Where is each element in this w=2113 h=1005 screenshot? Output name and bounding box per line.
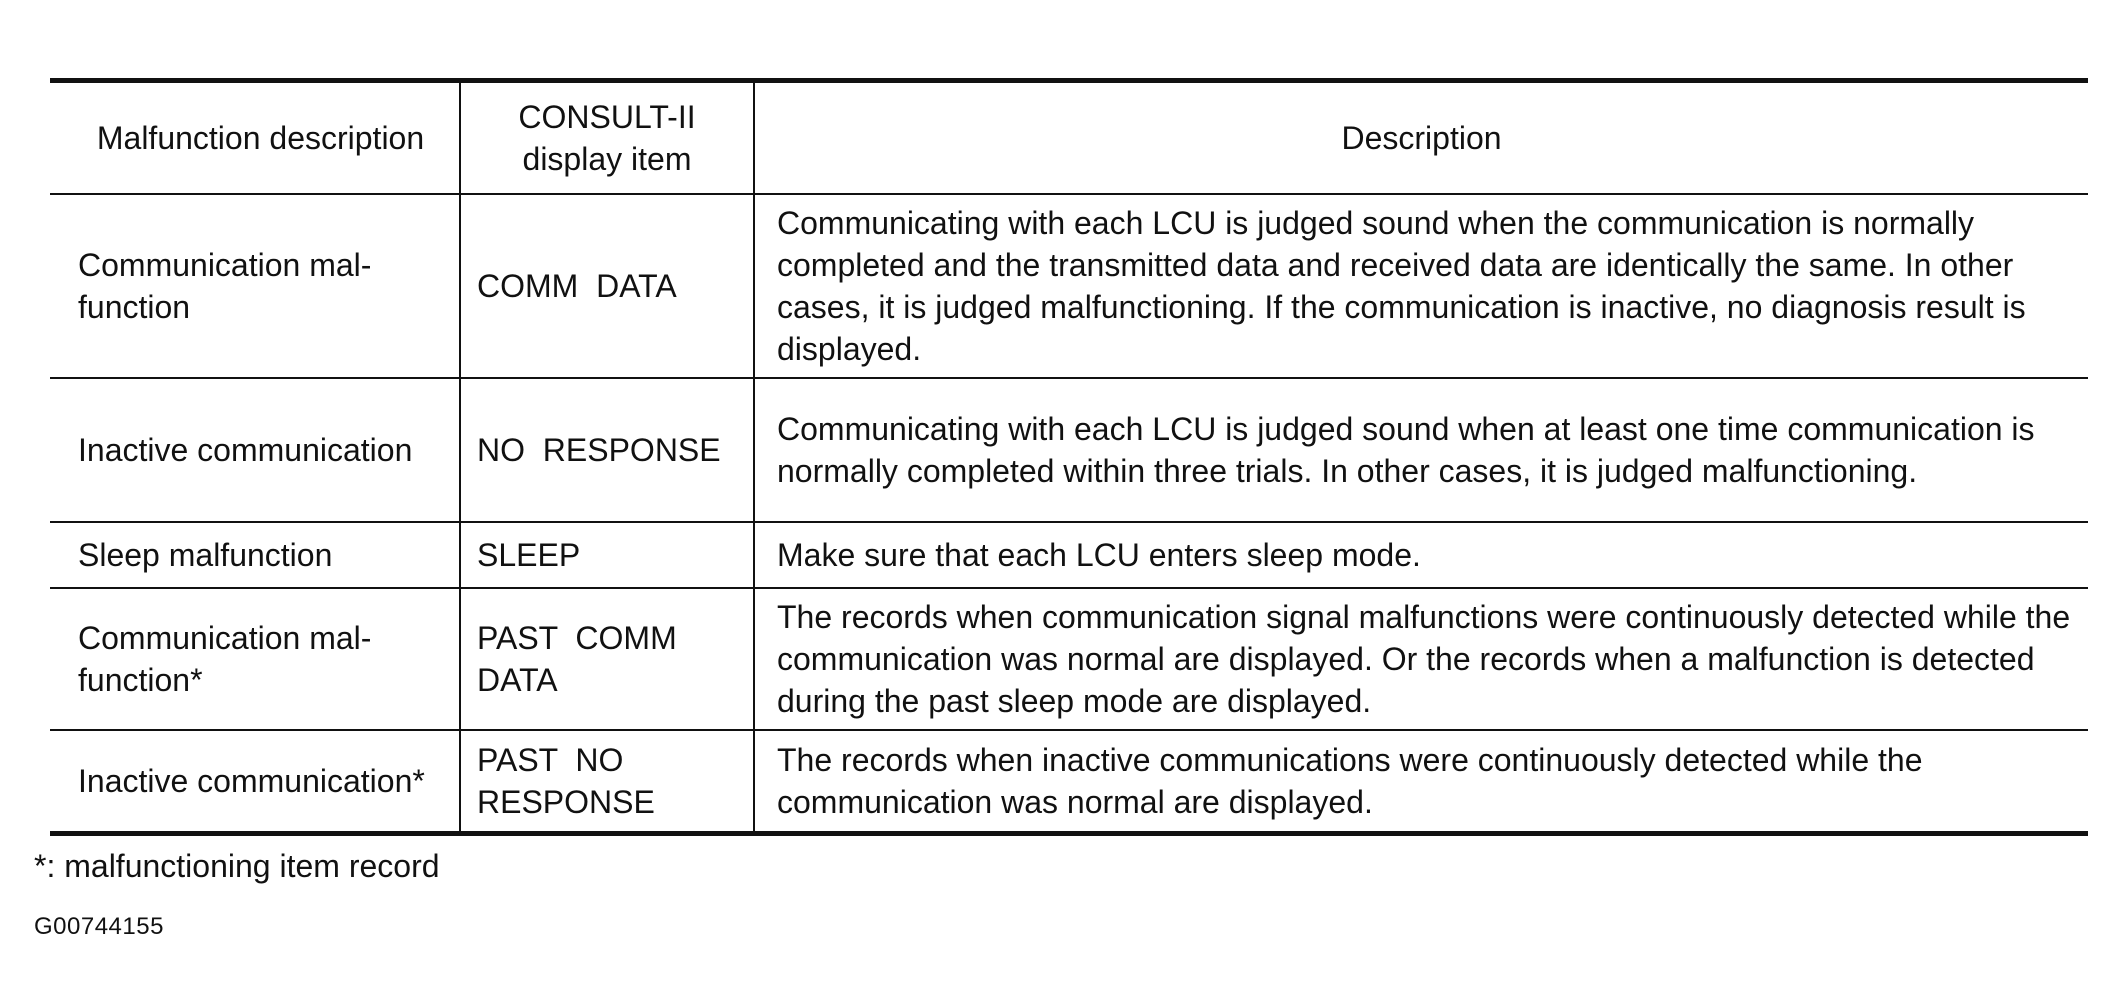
table-row xyxy=(50,378,2088,522)
cell-description: Communicating with each LCU is judged sound when the communication is normally completed and the transmitted data and received data are identically the same. In other cases, it is judged malfunctioning. If the communication is inactive, no diagnosis result is displayed. xyxy=(754,194,2088,378)
cell-display-item: PAST NO RESPONSE xyxy=(460,730,754,834)
cell-malfunction: Sleep malfunction xyxy=(78,537,333,573)
cell-display-item: NO RESPONSE xyxy=(460,378,754,522)
cell-malfunction: Inactive communication* xyxy=(78,763,425,799)
table-row xyxy=(50,588,2088,730)
cell-description: The records when inactive communications were continuously detected while the communication was normal are displayed. xyxy=(754,730,2088,834)
header-consult-display-item: CONSULT-II display item xyxy=(460,81,754,195)
table-row xyxy=(50,194,2088,378)
header-malfunction-description: Malfunction description xyxy=(96,120,425,156)
table-row xyxy=(50,730,2088,834)
cell-malfunction: Inactive communication xyxy=(78,432,413,468)
cell-malfunction: Communication mal- function* xyxy=(78,620,372,698)
diagnosis-table xyxy=(50,78,2088,836)
table-header-row xyxy=(50,81,2088,195)
cell-malfunction: Communication mal- function xyxy=(78,247,372,325)
figure-code: G00744155 xyxy=(34,913,164,940)
cell-display-item: COMM DATA xyxy=(460,194,754,378)
footnote: *: malfunctioning item record xyxy=(34,848,440,884)
cell-description: Make sure that each LCU enters sleep mode. xyxy=(754,522,2088,588)
cell-display-item: SLEEP xyxy=(460,522,754,588)
cell-description: Communicating with each LCU is judged sound when at least one time communication is normally completed within three trials. In other cases, it is judged malfunctioning. xyxy=(754,378,2088,522)
header-description: Description xyxy=(754,81,2088,195)
table-row xyxy=(50,522,2088,588)
cell-display-item: PAST COMM DATA xyxy=(460,588,754,730)
cell-description: The records when communication signal malfunctions were continuously detected while the communication was normal are displayed. Or the records when a malfunction is detected during the past sleep mode are displayed. xyxy=(754,588,2088,730)
